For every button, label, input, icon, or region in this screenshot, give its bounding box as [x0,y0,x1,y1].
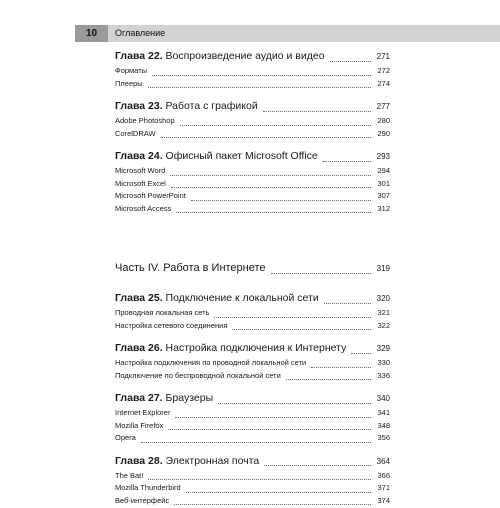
dot-leader [324,303,371,304]
chapter-title: Электронная почта [166,455,260,467]
toc-section-entry[interactable] [115,308,390,321]
dot-leader [176,212,371,213]
dot-leader [232,329,371,330]
section-label: Плееры [115,79,145,88]
toc-chapter-entry[interactable] [115,100,390,116]
part-title: Работа в Интернете [163,262,265,274]
spacer [115,141,390,150]
dot-leader [218,403,371,404]
page-ref: 301 [374,179,390,188]
dot-leader [323,161,371,162]
dot-leader [175,417,371,418]
spacer [115,333,390,342]
section-label: Microsoft Access [115,204,173,213]
toc-section-entry[interactable] [115,483,390,496]
dot-leader [180,125,371,126]
dot-leader [148,87,371,88]
page-ref: 366 [374,471,390,480]
part-number: Часть IV. [115,262,160,274]
page-ref: 321 [374,308,390,317]
toc-section-entry[interactable] [115,358,390,371]
toc-section-entry[interactable] [115,166,390,179]
toc-section-entry[interactable] [115,321,390,334]
dot-leader [271,273,371,274]
page-ref: 356 [374,433,390,442]
page-ref: 371 [374,483,390,492]
toc-section-entry[interactable] [115,191,390,204]
section-label: CorelDRAW [115,129,158,138]
page-ref: 341 [374,408,390,417]
dot-leader [311,367,371,368]
spacer [115,278,390,292]
chapter-heading [115,342,348,354]
page-ref: 290 [374,129,390,138]
toc-section-entry[interactable] [115,471,390,484]
toc-chapter-entry[interactable] [115,455,390,471]
section-label: The Bat! [115,471,145,480]
page-ref: 336 [374,371,390,380]
page-ref: 322 [374,321,390,330]
section-label: Настройка сетевого соединения [115,321,229,330]
toc-chapter-entry[interactable] [115,292,390,308]
section-label: Microsoft PowerPoint [115,191,188,200]
dot-leader [330,61,371,62]
dot-leader [191,200,371,201]
page-ref: 274 [374,79,390,88]
dot-leader [171,187,371,188]
chapter-heading [115,100,260,112]
section-label: Веб-интерфейс [115,496,171,505]
dot-leader [263,111,371,112]
page-ref: 294 [374,166,390,175]
toc-chapter-entry[interactable] [115,150,390,166]
toc-section-entry[interactable] [115,204,390,217]
section-label: Mozilla Firefox [115,421,165,430]
section-label: Internet Explorer [115,408,172,417]
section-label: Проводная локальная сеть [115,308,211,317]
toc-part-entry[interactable] [115,262,390,278]
chapter-number: Глава 26. [115,342,163,354]
page-ref: 277 [374,102,390,111]
dot-leader [174,504,371,505]
chapter-number: Глава 22. [115,50,163,62]
chapter-heading [115,150,320,162]
chapter-number: Глава 27. [115,392,163,404]
page-ref: 272 [374,66,390,75]
chapter-number: Глава 25. [115,292,163,304]
toc-chapter-entry[interactable] [115,50,390,66]
chapter-number: Глава 23. [115,100,163,112]
toc-section-entry[interactable] [115,371,390,384]
toc-section-entry[interactable] [115,179,390,192]
spacer [115,216,390,262]
page-ref: 271 [374,52,390,61]
section-title: Оглавление [115,25,165,42]
spacer [115,446,390,455]
dot-leader [214,317,371,318]
dot-leader [351,353,371,354]
chapter-heading [115,292,321,304]
spacer [115,383,390,392]
toc-section-entry[interactable] [115,421,390,434]
dot-leader [141,442,371,443]
section-label: Mozilla Thunderbird [115,483,183,492]
toc-section-entry[interactable] [115,66,390,79]
dot-leader [152,75,371,76]
dot-leader [161,137,371,138]
section-label: Настройка подключения по проводной локальной сети [115,358,308,367]
dot-leader [168,429,371,430]
table-of-contents [115,50,390,508]
chapter-heading [115,455,261,467]
page-ref: 329 [374,344,390,353]
section-label: Microsoft Word [115,166,167,175]
chapter-heading [115,50,327,62]
dot-leader [170,175,371,176]
part-heading [115,262,268,274]
dot-leader [186,492,371,493]
toc-section-entry[interactable] [115,129,390,142]
toc-section-entry[interactable] [115,433,390,446]
section-label: Microsoft Excel [115,179,168,188]
spacer [115,91,390,100]
chapter-heading [115,392,215,404]
chapter-title: Подключение к локальной сети [166,292,319,304]
page-ref: 364 [374,457,390,466]
chapter-title: Работа с графикой [166,100,258,112]
chapter-title: Воспроизведение аудио и видео [166,50,325,62]
page-number: 10 [75,25,108,42]
page-ref: 319 [374,264,390,273]
toc-chapter-entry[interactable] [115,392,390,408]
page-ref: 374 [374,496,390,505]
section-label: Подключение по беспроводной локальной сети [115,371,283,380]
dot-leader [264,465,371,466]
chapter-number: Глава 28. [115,455,163,467]
dot-leader [286,379,371,380]
toc-chapter-entry[interactable] [115,342,390,358]
page-ref: 307 [374,191,390,200]
section-label: Opera [115,433,138,442]
page-ref: 330 [374,358,390,367]
chapter-title: Офисный пакет Microsoft Office [166,150,318,162]
toc-section-entry[interactable] [115,116,390,129]
chapter-title: Браузеры [166,392,214,404]
page-ref: 312 [374,204,390,213]
toc-section-entry[interactable] [115,408,390,421]
section-label: Форматы [115,66,149,75]
page-ref: 280 [374,116,390,125]
dot-leader [148,479,371,480]
toc-section-entry[interactable] [115,496,390,508]
section-label: Adobe Photoshop [115,116,177,125]
page-ref: 293 [374,152,390,161]
page-ref: 340 [374,394,390,403]
chapter-title: Настройка подключения к Интернету [166,342,347,354]
toc-section-entry[interactable] [115,79,390,92]
page-ref: 320 [374,294,390,303]
page-ref: 348 [374,421,390,430]
chapter-number: Глава 24. [115,150,163,162]
